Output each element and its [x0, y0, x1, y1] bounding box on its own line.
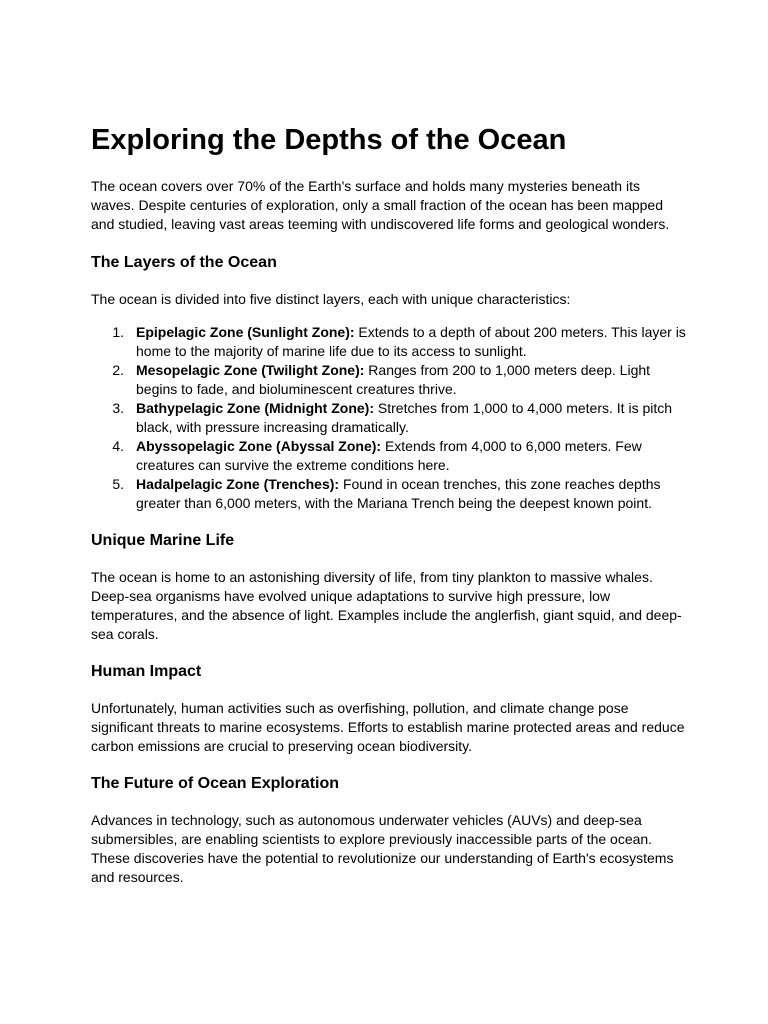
list-item-text: Extends to a depth of about 200 meters. This layer is home to the majority of marine life due to its access to sunlight. [136, 324, 686, 359]
list-item-term: Mesopelagic Zone (Twilight Zone): [136, 362, 365, 378]
marine-life-heading: Unique Marine Life [91, 532, 235, 549]
human-impact-paragraph: Unfortunately, human activities such as overfishing, pollution, and climate change pose significant threats to marine ecosystems. Efforts to establish marine protected areas and reduce carbon emissions are crucial to preserving ocean biodiversity. [91, 700, 685, 754]
list-item-number: 4. [112, 438, 124, 454]
list-item [91, 437, 687, 475]
list-item [91, 323, 687, 361]
human-impact-heading: Human Impact [91, 663, 202, 680]
list-item-number: 5. [112, 476, 124, 492]
list-item [91, 399, 687, 437]
list-item-number: 3. [112, 400, 124, 416]
list-item-term: Epipelagic Zone (Sunlight Zone): [136, 324, 355, 340]
list-item [91, 361, 687, 399]
list-item-term: Bathypelagic Zone (Midnight Zone): [136, 400, 374, 416]
future-paragraph: Advances in technology, such as autonomous underwater vehicles (AUVs) and deep-sea submersibles, are enabling scientists to explore previously inaccessible parts of the ocean. These discoveries have the potential to revolutionize our understanding of Earth's ecosystems and resources. [91, 812, 674, 885]
page-title: Exploring the Depths of the Ocean [91, 124, 567, 156]
list-item-number: 2. [112, 362, 124, 378]
list-item-text: Stretches from 1,000 to 4,000 meters. It is pitch black, with pressure increasing dramatically. [136, 400, 673, 435]
layers-list [91, 323, 687, 513]
list-item-term: Hadalpelagic Zone (Trenches): [136, 476, 340, 492]
list-item-text: Found in ocean trenches, this zone reaches depths greater than 6,000 meters, with the Mariana Trench being the deepest known point. [136, 476, 661, 511]
intro-paragraph: The ocean covers over 70% of the Earth's surface and holds many mysteries beneath its waves. Despite centuries of exploration, only a small fraction of the ocean has been mapped and studied, leaving vast areas teeming with undiscovered life forms and geological wonders. [91, 178, 670, 232]
marine-life-paragraph: The ocean is home to an astonishing diversity of life, from tiny plankton to massive whales. Deep-sea organisms have evolved unique adaptations to survive high pressure, low temperatures, and the absence of light. Examples include the anglerfish, giant squid, and deep-sea corals. [91, 569, 682, 642]
list-item-text: Ranges from 200 to 1,000 meters deep. Light begins to fade, and bioluminescent creatures thrive. [136, 362, 651, 397]
list-item-text: Extends from 4,000 to 6,000 meters. Few creatures can survive the extreme conditions here. [136, 438, 642, 473]
layers-intro-paragraph: The ocean is divided into five distinct layers, each with unique characteristics: [91, 291, 571, 307]
list-item [91, 475, 687, 513]
list-item-term: Abyssopelagic Zone (Abyssal Zone): [136, 438, 382, 454]
future-heading: The Future of Ocean Exploration [91, 775, 340, 792]
layers-heading: The Layers of the Ocean [91, 254, 277, 271]
list-item-number: 1. [112, 324, 124, 340]
